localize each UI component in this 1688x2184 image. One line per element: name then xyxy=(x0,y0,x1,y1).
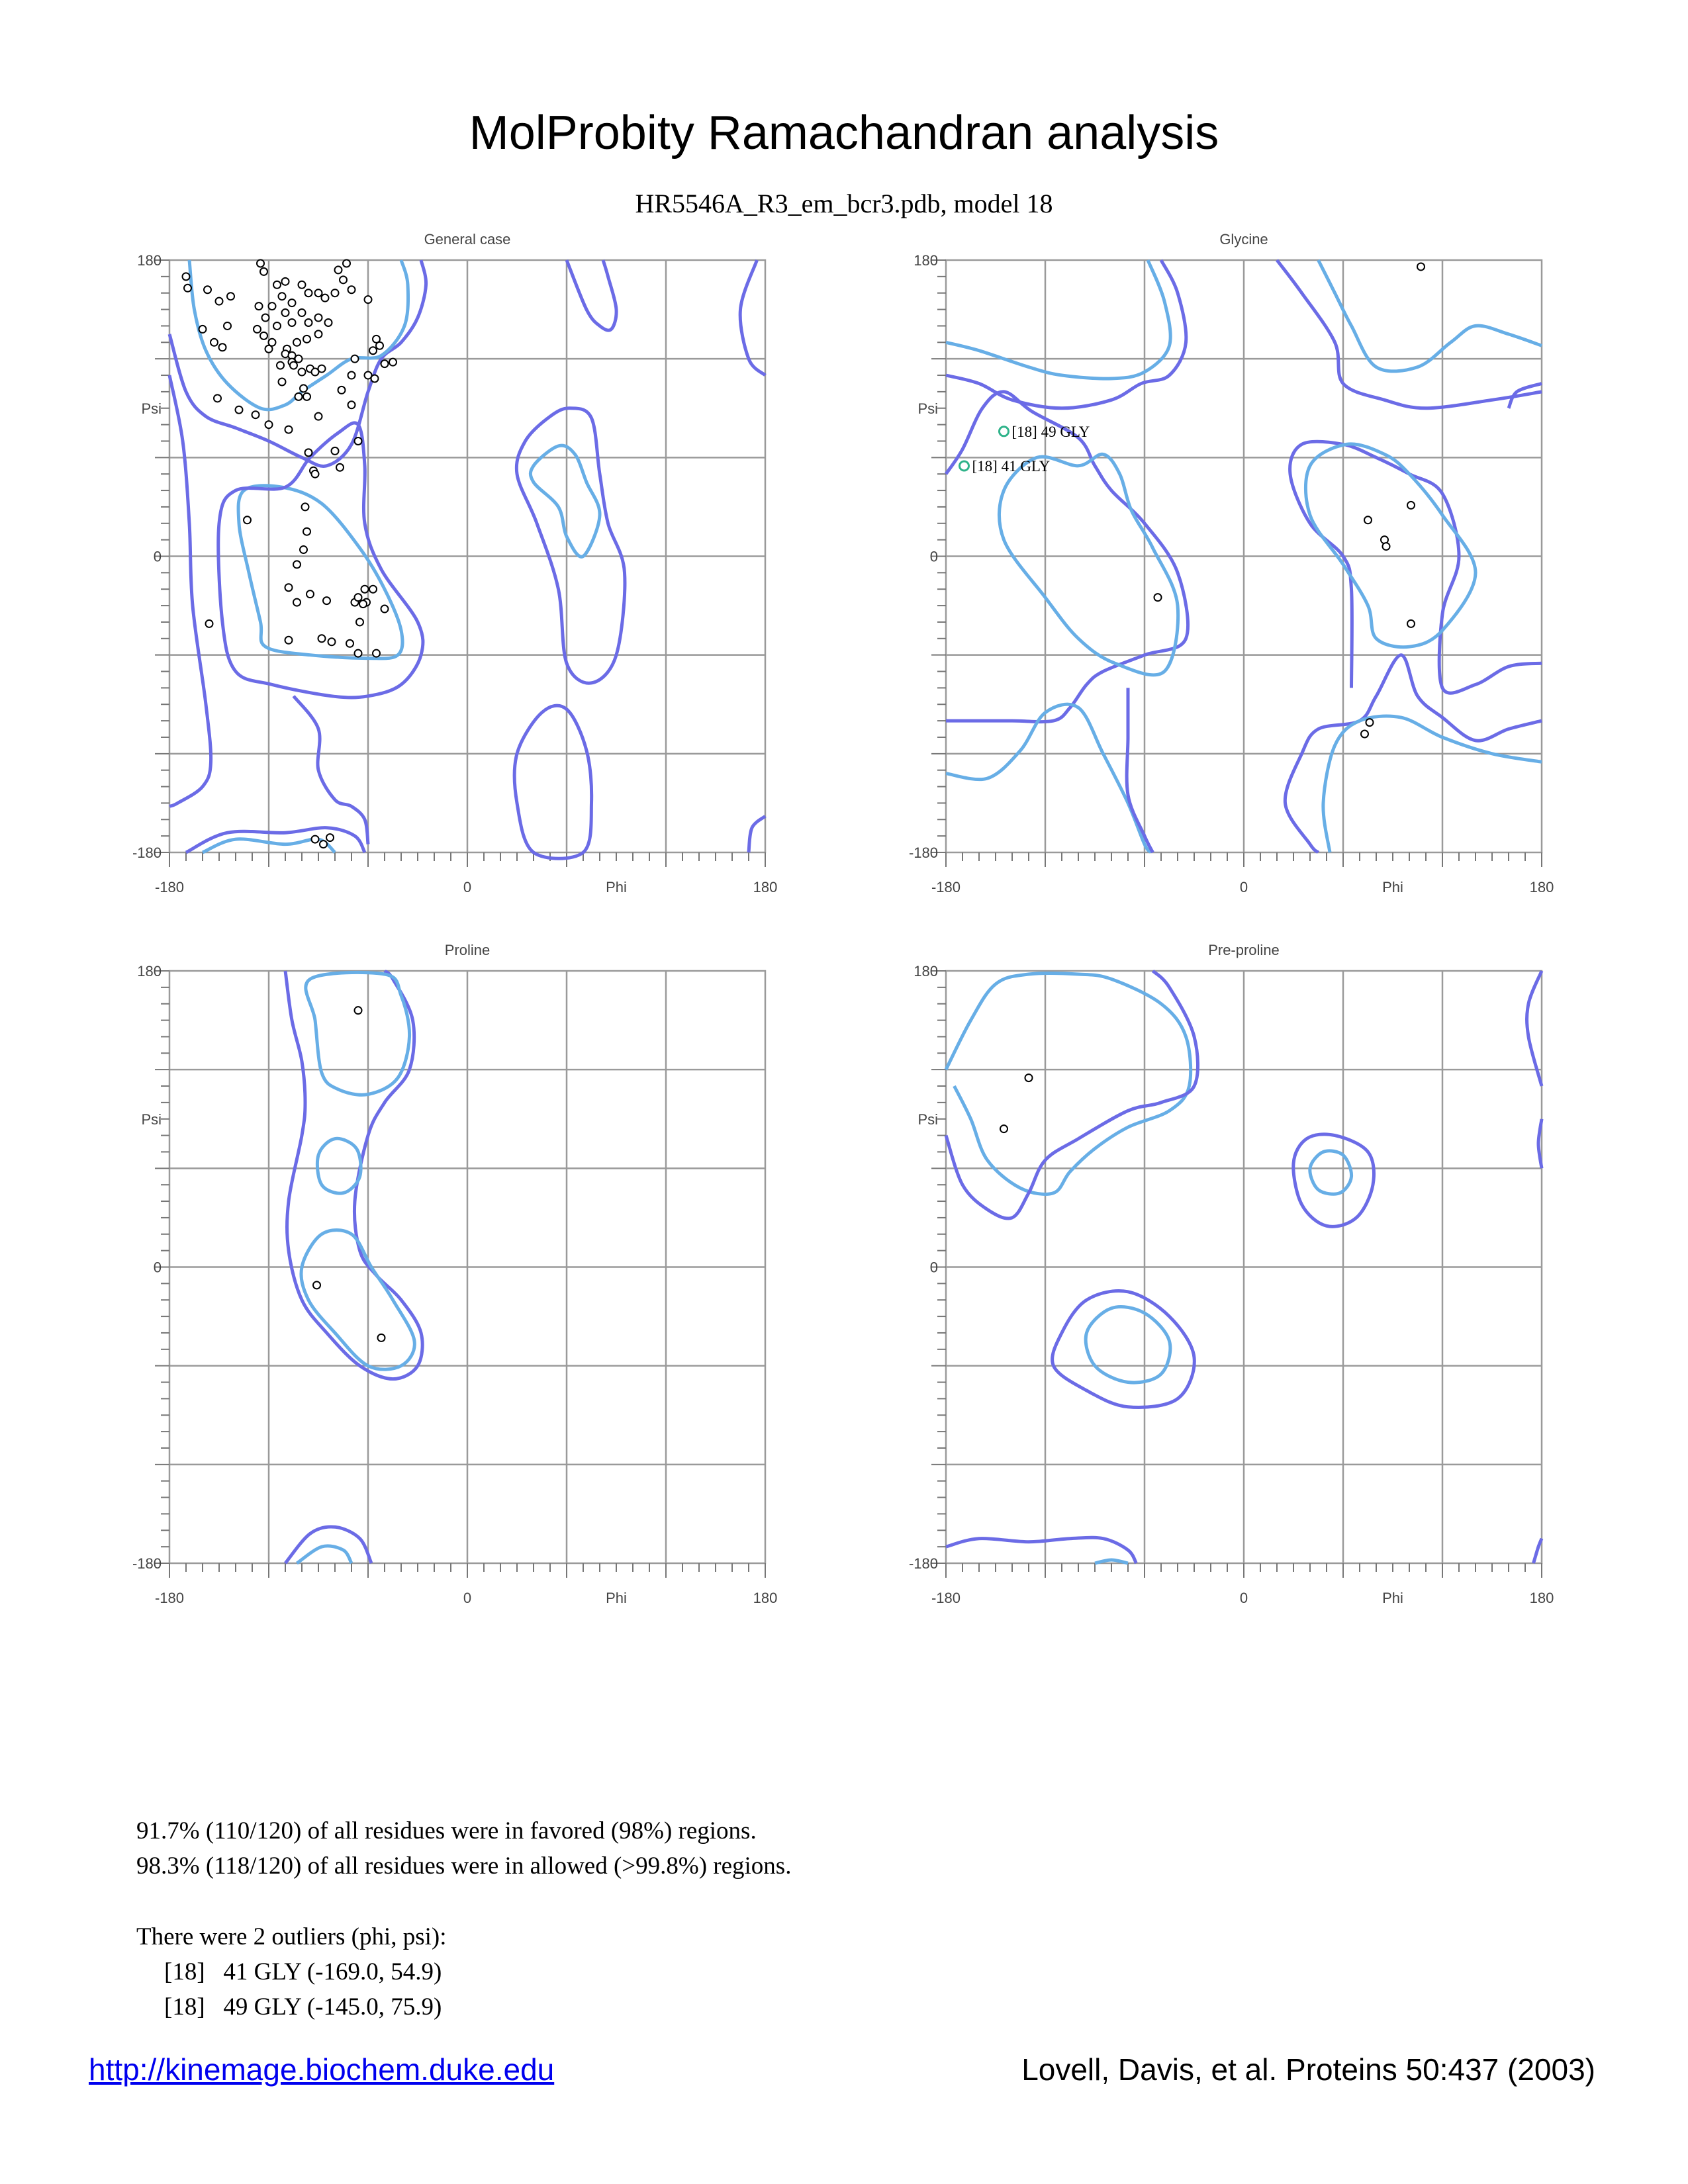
residue-point xyxy=(315,330,322,338)
residue-point xyxy=(332,447,339,455)
residue-point xyxy=(236,406,243,414)
favored-contour xyxy=(1310,1151,1352,1194)
x-axis-label: Phi xyxy=(1382,1590,1403,1606)
favored-contour xyxy=(1086,1307,1170,1383)
allowed-contour xyxy=(740,260,765,375)
residue-point xyxy=(293,561,301,568)
residue-point xyxy=(355,437,362,445)
summary-favored: 91.7% (110/120) of all residues were in favored (98%) regions. xyxy=(136,1817,757,1844)
allowed-contour xyxy=(514,705,592,858)
x-axis-label: Phi xyxy=(606,879,627,895)
residue-point xyxy=(348,372,355,379)
residue-point xyxy=(269,302,276,310)
residue-point xyxy=(299,309,306,316)
residue-point xyxy=(277,362,284,369)
residue-point xyxy=(199,326,207,333)
residue-point xyxy=(371,375,379,383)
residue-point xyxy=(1417,263,1425,270)
residue-point xyxy=(325,319,332,326)
summary-outlier-1: [18] 41 GLY (-169.0, 54.9) xyxy=(164,1958,442,1985)
summary-allowed: 98.3% (118/120) of all residues were in allowed (>99.8%) regions. xyxy=(136,1852,792,1880)
x-tick-label: 0 xyxy=(1239,879,1248,895)
allowed-contour xyxy=(1127,688,1152,852)
y-tick-label: 180 xyxy=(914,963,938,979)
outlier-label: [18] 41 GLY xyxy=(972,458,1051,475)
residue-point xyxy=(295,393,303,400)
residue-point xyxy=(289,319,296,326)
residue-point xyxy=(378,1334,385,1342)
y-tick-label: 0 xyxy=(929,548,938,565)
allowed-contour xyxy=(169,375,211,806)
y-tick-label: 180 xyxy=(914,252,938,269)
residue-point xyxy=(285,637,293,644)
residue-point xyxy=(265,421,273,428)
residue-point xyxy=(315,289,322,296)
residue-point xyxy=(355,1007,362,1014)
residue-point xyxy=(279,293,286,300)
x-axis-label: Phi xyxy=(1382,879,1403,895)
residue-point xyxy=(279,378,286,385)
favored-contour xyxy=(946,260,1170,379)
residue-point xyxy=(302,503,309,510)
residue-point xyxy=(376,342,383,349)
residue-point xyxy=(252,411,259,418)
panel-title: Glycine xyxy=(1219,231,1268,248)
x-tick-label: 0 xyxy=(463,1590,472,1606)
residue-point xyxy=(1383,543,1390,550)
panel-title: Pre-proline xyxy=(1208,942,1280,958)
residue-point xyxy=(204,286,211,293)
y-axis-label: Psi xyxy=(917,400,938,417)
residue-point xyxy=(303,336,310,343)
residue-point xyxy=(260,332,267,340)
residue-point xyxy=(355,650,362,657)
residue-point xyxy=(211,339,218,346)
residue-point xyxy=(184,285,191,292)
residue-point xyxy=(303,393,310,400)
residue-point xyxy=(1407,502,1415,509)
x-tick-label: -180 xyxy=(154,1590,185,1606)
x-tick-label: 180 xyxy=(753,879,778,895)
residue-point xyxy=(254,326,261,333)
x-tick-label: 0 xyxy=(1239,1590,1248,1606)
y-axis-label: Psi xyxy=(141,1111,162,1128)
residue-point xyxy=(265,345,273,353)
residue-point xyxy=(1361,731,1368,738)
favored-contour xyxy=(999,454,1178,675)
residue-point xyxy=(323,597,330,604)
residue-point xyxy=(219,343,226,351)
allowed-contour xyxy=(285,971,422,1379)
residue-point xyxy=(289,299,296,306)
residue-point xyxy=(285,426,293,433)
favored-contour xyxy=(317,1138,361,1193)
y-tick-label: -180 xyxy=(132,1555,162,1572)
residue-point xyxy=(183,273,190,280)
favored-contour xyxy=(946,974,1191,1195)
residue-point xyxy=(348,286,355,293)
residue-point xyxy=(273,322,281,330)
allowed-contour xyxy=(294,696,369,844)
residue-point xyxy=(285,584,293,591)
residue-point xyxy=(290,362,297,369)
residue-point xyxy=(299,281,306,289)
residue-point xyxy=(359,600,367,608)
summary-outlier-2: [18] 49 GLY (-145.0, 75.9) xyxy=(164,1993,442,2021)
general-case-plot xyxy=(132,231,778,895)
y-tick-label: -180 xyxy=(908,1555,938,1572)
residue-point xyxy=(315,413,322,420)
allowed-contour xyxy=(946,260,1186,408)
residue-point xyxy=(312,369,319,376)
x-axis-label: Phi xyxy=(606,1590,627,1606)
outlier-point xyxy=(960,461,969,471)
residue-point xyxy=(262,314,269,322)
residue-point xyxy=(1154,594,1162,601)
favored-contour xyxy=(530,445,600,557)
favored-contour xyxy=(1319,260,1542,371)
kinemage-link[interactable]: http://kinemage.biochem.duke.edu xyxy=(89,2052,555,2087)
residue-point xyxy=(361,586,369,593)
residue-point xyxy=(306,590,314,598)
residue-point xyxy=(381,360,389,367)
residue-point xyxy=(312,836,319,843)
residue-point xyxy=(338,387,346,394)
residue-point xyxy=(305,289,312,296)
residue-point xyxy=(293,599,301,606)
residue-point xyxy=(282,309,289,316)
y-tick-label: -180 xyxy=(908,844,938,861)
glycine-plot xyxy=(908,231,1554,895)
residue-point xyxy=(282,278,289,285)
residue-point xyxy=(256,302,263,310)
allowed-contour xyxy=(749,816,765,852)
residue-point xyxy=(293,339,301,346)
residue-point xyxy=(320,841,327,848)
residue-point xyxy=(273,281,281,289)
allowed-contour xyxy=(1527,971,1542,1086)
allowed-contour xyxy=(1293,1134,1374,1226)
residue-point xyxy=(336,464,344,471)
residue-point xyxy=(352,355,359,363)
residue-point xyxy=(227,293,234,300)
residue-point xyxy=(315,314,322,322)
residue-point xyxy=(224,322,231,330)
x-tick-label: 0 xyxy=(463,879,472,895)
residue-point xyxy=(335,266,342,273)
residue-point xyxy=(369,347,377,354)
y-tick-label: 180 xyxy=(137,252,162,269)
residue-point xyxy=(346,640,353,647)
allowed-contour xyxy=(1534,1539,1542,1563)
residue-point xyxy=(355,594,362,601)
residue-point xyxy=(328,638,336,645)
favored-contour xyxy=(946,704,1151,852)
residue-point xyxy=(300,385,307,392)
residue-point xyxy=(214,394,221,402)
x-tick-label: -180 xyxy=(931,879,961,895)
residue-point xyxy=(389,359,397,366)
x-tick-label: 180 xyxy=(1529,879,1554,895)
outlier-label: [18] 49 GLY xyxy=(1011,423,1090,440)
x-tick-label: 180 xyxy=(1529,1590,1554,1606)
y-tick-label: 180 xyxy=(137,963,162,979)
panel-title: General case xyxy=(424,231,511,248)
residue-point xyxy=(216,298,223,305)
residue-point xyxy=(257,259,264,267)
favored-contour xyxy=(306,972,410,1095)
outlier-point xyxy=(1000,427,1009,436)
x-tick-label: 180 xyxy=(753,1590,778,1606)
residue-point xyxy=(1000,1125,1008,1132)
favored-contour xyxy=(1323,716,1542,852)
residue-point xyxy=(206,620,213,627)
residue-point xyxy=(1407,620,1415,627)
summary-outlier-heading: There were 2 outliers (phi, psi): xyxy=(136,1923,447,1950)
residue-point xyxy=(1366,719,1374,726)
residue-point xyxy=(1025,1074,1033,1081)
residue-point xyxy=(244,516,251,523)
allowed-contour xyxy=(567,260,616,330)
allowed-contour xyxy=(946,971,1198,1218)
residue-point xyxy=(365,296,372,303)
y-axis-label: Psi xyxy=(917,1111,938,1128)
x-tick-label: -180 xyxy=(931,1590,961,1606)
citation: Lovell, Davis, et al. Proteins 50:437 (2003) xyxy=(1021,2052,1595,2087)
proline-plot xyxy=(132,942,778,1606)
residue-point xyxy=(305,449,312,456)
residue-point xyxy=(356,618,363,625)
pre-proline-plot xyxy=(908,942,1554,1606)
y-tick-label: 0 xyxy=(929,1259,938,1276)
residue-point xyxy=(260,268,267,275)
residue-point xyxy=(305,319,312,326)
favored-contour xyxy=(238,486,402,659)
y-tick-label: -180 xyxy=(132,844,162,861)
allowed-contour xyxy=(1277,260,1542,408)
residue-point xyxy=(322,295,329,302)
residue-point xyxy=(369,586,377,593)
favored-contour xyxy=(297,1546,352,1563)
page-subtitle: HR5546A_R3_em_bcr3.pdb, model 18 xyxy=(635,189,1053,218)
residue-point xyxy=(1364,516,1372,523)
residue-point xyxy=(343,259,350,267)
y-axis-label: Psi xyxy=(141,400,162,417)
residue-point xyxy=(312,471,319,478)
residue-point xyxy=(332,289,339,296)
residue-point xyxy=(318,635,326,642)
residue-point xyxy=(313,1281,320,1289)
y-tick-label: 0 xyxy=(153,1259,162,1276)
residue-point xyxy=(303,528,310,535)
favored-contour xyxy=(301,1230,414,1370)
residue-point xyxy=(348,401,355,408)
residue-point xyxy=(300,546,307,553)
residue-point xyxy=(373,650,380,657)
y-tick-label: 0 xyxy=(153,548,162,565)
residue-point xyxy=(326,834,334,841)
panel-title: Proline xyxy=(444,942,491,958)
x-tick-label: -180 xyxy=(154,879,185,895)
favored-contour xyxy=(1305,444,1476,647)
residue-point xyxy=(299,369,306,376)
residue-point xyxy=(381,606,389,613)
residue-point xyxy=(340,276,347,283)
page-title: MolProbity Ramachandran analysis xyxy=(469,107,1219,159)
